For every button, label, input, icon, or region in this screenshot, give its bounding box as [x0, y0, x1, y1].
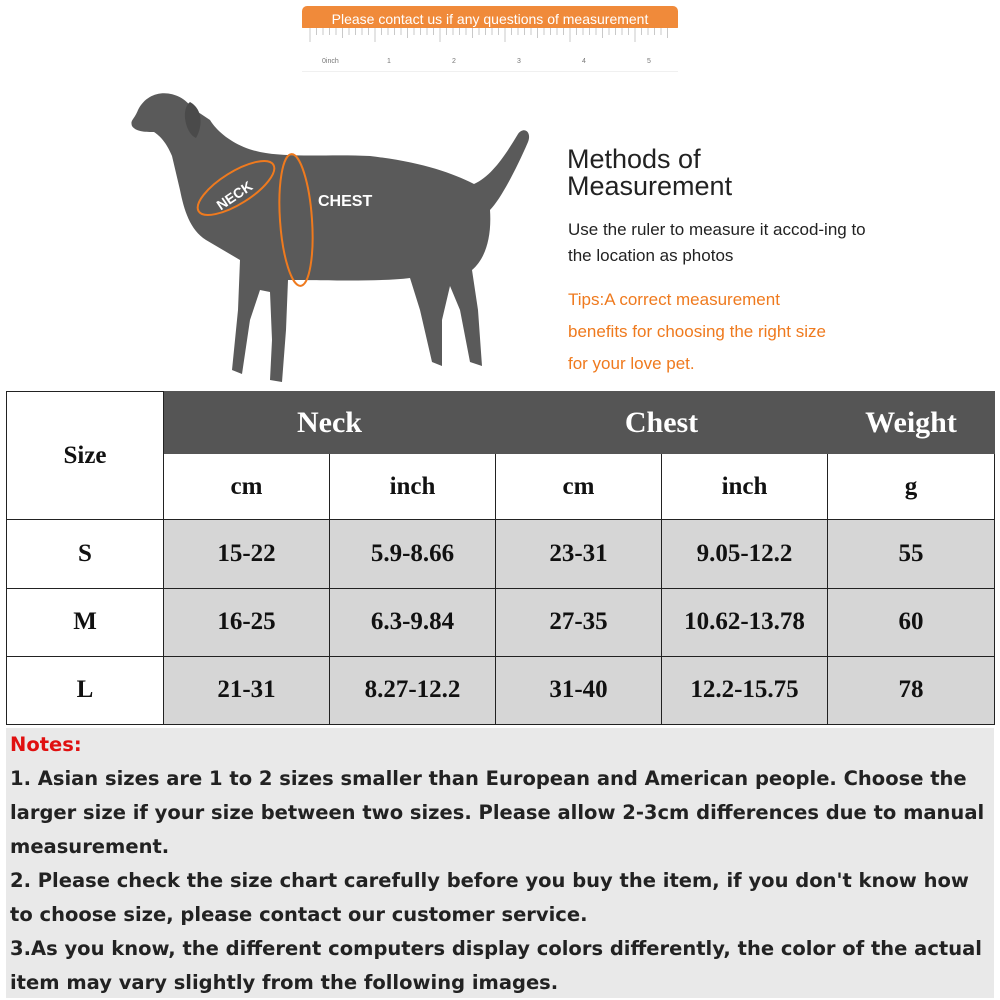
neck-group-header: Neck [164, 392, 496, 454]
note-item: 2. Please check the size chart carefully before you buy the item, if you don't know how to choose size, please contact our customer service. [10, 869, 969, 926]
ruler-tick-label: 5 [647, 58, 651, 65]
notes-section [6, 728, 994, 998]
ruler-unit-label: 0inch [322, 58, 339, 65]
weight-cell: 55 [828, 520, 995, 588]
note-item: 1. Asian sizes are 1 to 2 sizes smaller than European and American people. Choose the larger size if your size between two sizes. Please allow 2-3cm differences due to manual measurement. [10, 767, 985, 858]
ruler-graphic [302, 28, 678, 72]
measurement-contact-banner: Please contact us if any questions of measurement [302, 6, 678, 32]
table-row [7, 520, 995, 588]
unit-header: inch [330, 454, 496, 520]
neck-cm-cell: 15-22 [164, 520, 330, 588]
size-label: L [7, 656, 164, 724]
ruler-tick-label: 3 [517, 58, 521, 65]
weight-group-header: Weight [828, 392, 995, 454]
unit-header: cm [164, 454, 330, 520]
unit-header: cm [496, 454, 662, 520]
chest-cm-cell: 27-35 [496, 588, 662, 656]
neck-inch-cell: 6.3-9.84 [330, 588, 496, 656]
weight-cell: 60 [828, 588, 995, 656]
neck-cm-cell: 16-25 [164, 588, 330, 656]
ruler-tick-label: 4 [582, 58, 586, 65]
notes-title: Notes: [10, 733, 82, 756]
dog-silhouette [131, 93, 529, 382]
chest-cm-cell: 31-40 [496, 656, 662, 724]
chest-label: CHEST [318, 193, 373, 210]
ruler-tick-label: 1 [387, 58, 391, 65]
neck-inch-cell: 5.9-8.66 [330, 520, 496, 588]
neck-cm-cell: 21-31 [164, 656, 330, 724]
neck-label: NECK [213, 177, 256, 214]
methods-description: Use the ruler to measure it accod-ing to the location as photos [568, 220, 866, 265]
chest-inch-cell: 12.2-15.75 [662, 656, 828, 724]
note-item: 3.As you know, the different computers display colors differently, the color of the actual item may vary slightly from the following images. [10, 937, 982, 994]
unit-header: g [828, 454, 995, 520]
methods-title: Methods of Measurement [567, 144, 733, 201]
chest-cm-cell: 23-31 [496, 520, 662, 588]
chest-group-header: Chest [496, 392, 828, 454]
table-row [7, 656, 995, 724]
chest-inch-cell: 9.05-12.2 [662, 520, 828, 588]
size-chart-table [6, 391, 995, 725]
measurement-tips: Tips:A correct measurement benefits for choosing the right size for your love pet. [568, 290, 826, 373]
ruler-tick-label: 2 [452, 58, 456, 65]
neck-inch-cell: 8.27-12.2 [330, 656, 496, 724]
unit-header: inch [662, 454, 828, 520]
chest-inch-cell: 10.62-13.78 [662, 588, 828, 656]
size-label: S [7, 520, 164, 588]
size-label: M [7, 588, 164, 656]
weight-cell: 78 [828, 656, 995, 724]
size-column-header: Size [7, 392, 164, 520]
table-row [7, 588, 995, 656]
dog-measurement-illustration [120, 80, 540, 390]
